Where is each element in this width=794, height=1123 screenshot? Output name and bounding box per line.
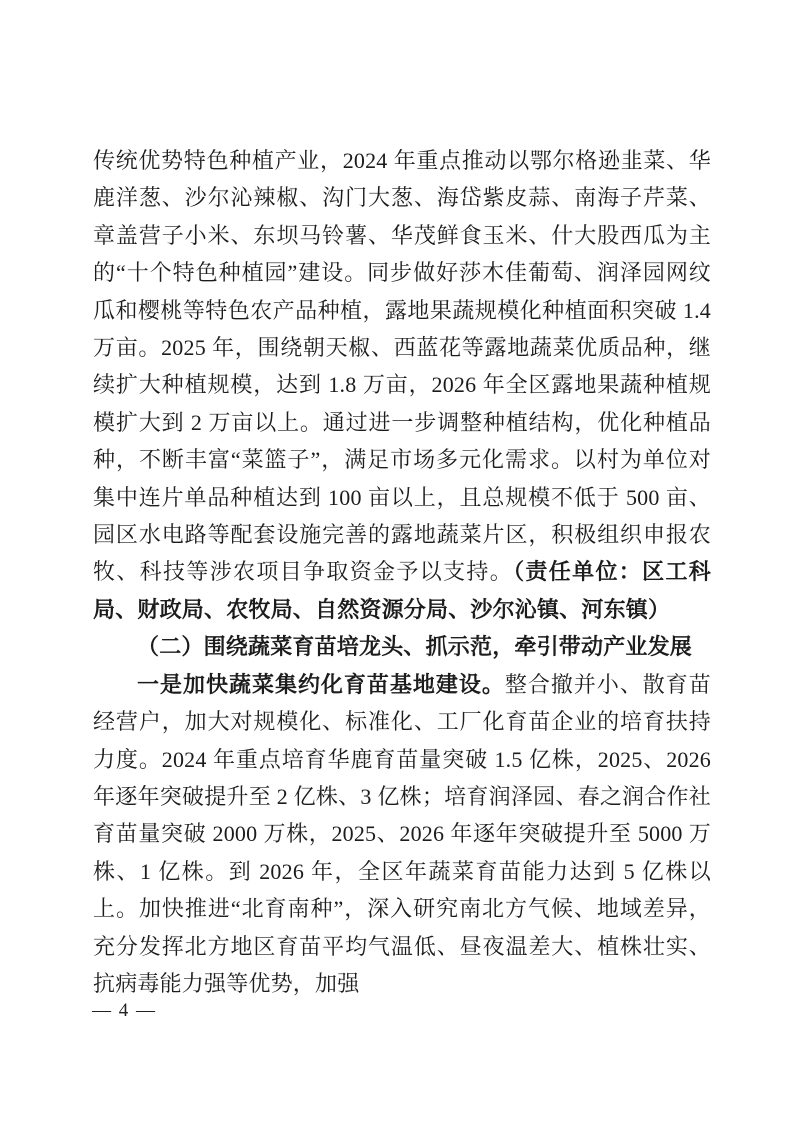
- paragraph-text: 整合撤并小、散育苗经营户，加大对规模化、标准化、工厂化育苗企业的培育扶持力度。2024 年重点培育华鹿育苗量突破 1.5 亿株，2025、2026 年逐年突破提升至 2 亿株、3 亿株；培育润泽园、春之润合作社育苗量突破 2000 万株，2025、2026 年逐年突破提升至 5000 万株、1 亿株。到 2026 年，全区年蔬菜育苗能力达到 5 亿株以上。加快推进“北育南种”，深入研究南北方气候、地域差异，充分发挥北方地区育苗平均气温低、昼夜温差大、植株壮实、抗病毒能力强等优势，加强: [93, 671, 711, 996]
- paragraph-planting-industry: [93, 142, 711, 628]
- page-number-footer: — 4 —: [92, 1000, 157, 1021]
- responsibility-units-note: （责任单位：区工科局、财政局、农牧局、自然资源分局、沙尔沁镇、河东镇）: [93, 559, 711, 622]
- paragraph-seedling-base: [93, 666, 711, 1003]
- document-body: [93, 142, 711, 1002]
- section-heading-text: （二）围绕蔬菜育苗培龙头、抓示范，牵引带动产业发展: [137, 634, 693, 660]
- paragraph-bold-lead: 一是加快蔬菜集约化育苗基地建设。: [137, 671, 505, 697]
- paragraph-text: 传统优势特色种植产业，2024 年重点推动以鄂尔格逊韭菜、华鹿洋葱、沙尔沁辣椒、沟门大葱、海岱紫皮蒜、南海子芹菜、章盖营子小米、东坝马铃薯、华茂鲜食玉米、什大股西瓜为主的“十个特色种植园”建设。同步做好莎木佳葡萄、润泽园网纹瓜和樱桃等特色农产品种植，露地果蔬规模化种植面积突破 1.4 万亩。2025 年，围绕朝天椒、西蓝花等露地蔬菜优质品种，继续扩大种植规模，达到 1.8 万亩，2026 年全区露地果蔬种植规模扩大到 2 万亩以上。通过进一步调整种植结构，优化种植品种，不断丰富“菜篮子”，满足市场多元化需求。以村为单位对集中连片单品种植达到 100 亩以上，且总规模不低于 500 亩、园区水电路等配套设施完善的露地蔬菜片区，积极组织申报农牧、科技等涉农项目争取资金予以支持。: [93, 148, 711, 585]
- section-heading-2: [93, 628, 711, 665]
